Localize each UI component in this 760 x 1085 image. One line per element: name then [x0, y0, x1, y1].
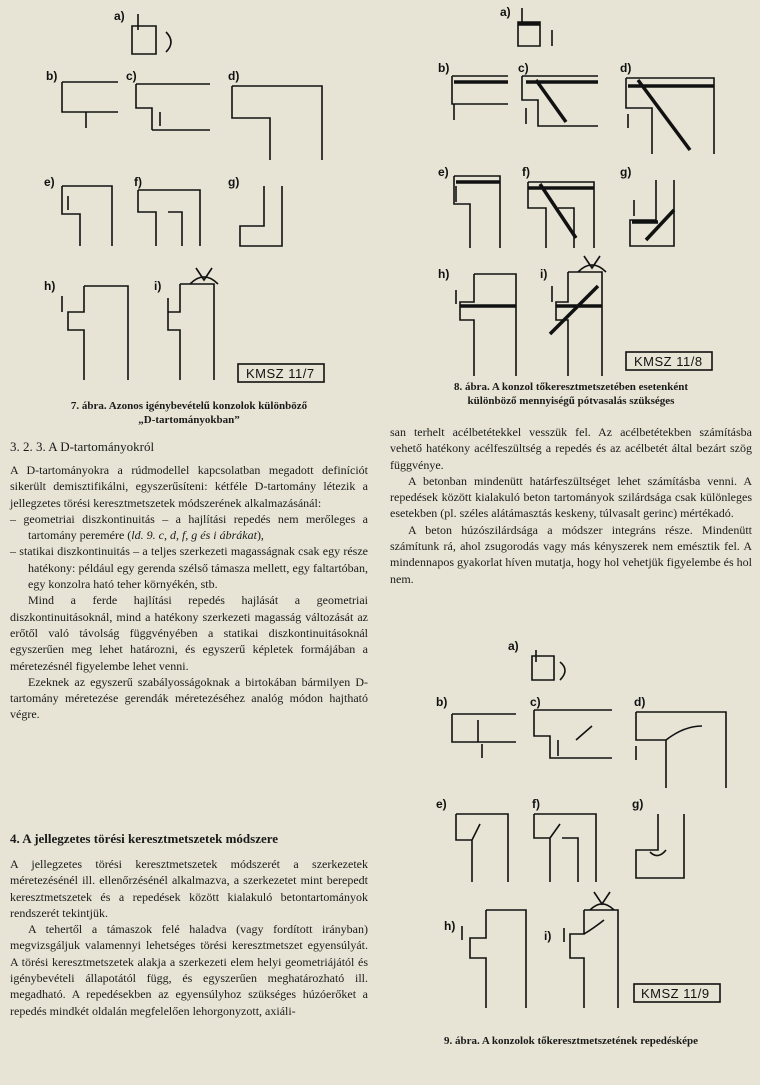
- fig9-part-e: [456, 814, 508, 882]
- fig7-part-b: [62, 82, 118, 128]
- left-paragraph-4: A jellegzetes törési keresztmetszetek módszerét a szerkezetek méretezésénél ill. ellenőrzésénél alkalmazva, a szerkezetet mint berepedt keresztmetszetek és a repedések között kialakuló betontartományok rendszerét tekintjük.: [10, 857, 368, 920]
- fig9-part-h: [462, 910, 526, 1008]
- fig9-label-d: d): [634, 695, 646, 709]
- fig9-part-c: [534, 710, 612, 758]
- fig8-stamp-text: KMSZ 11/8: [634, 354, 703, 369]
- fig7-label-g: g): [228, 175, 240, 189]
- fig7-part-d: [232, 86, 322, 160]
- fig8-part-h: [456, 274, 516, 376]
- right-text-block: [390, 424, 752, 587]
- fig8-label-f: f): [522, 165, 530, 179]
- figure-8-caption-line1: 8. ábra. A konzol tőkeresztmetszetében esetenként: [453, 381, 689, 393]
- left-text-block-1: [10, 462, 368, 723]
- fig7-part-f: [138, 190, 200, 246]
- figure-reference: ld. 9. c, d, f, g és i ábrákat: [131, 528, 257, 543]
- section-323-heading: 3. 2. 3. A D-tartományokról: [10, 439, 155, 454]
- figure-7-drawing: [0, 0, 378, 390]
- fig7-stamp-text: KMSZ 11/7: [246, 366, 315, 381]
- section-4-heading: 4. A jellegzetes törési keresztmetszetek módszere: [10, 831, 279, 846]
- fig7-part-a: [132, 14, 171, 54]
- figure-9-drawing: [390, 628, 760, 1008]
- fig7-label-b: b): [46, 69, 58, 83]
- figure-7-caption-line1: 7. ábra. Azonos igénybevételű konzolok különböző: [70, 400, 308, 412]
- fig9-part-g: [636, 814, 684, 878]
- fig8-label-d: d): [620, 61, 632, 75]
- fig7-label-a: a): [114, 9, 125, 23]
- fig7-label-c: c): [126, 69, 137, 83]
- fig7-part-i: [168, 268, 218, 380]
- left-column: [0, 0, 378, 1085]
- left-paragraph-2: Mind a ferde hajlítási repedés hajlását a geometriai diszkontinuitásoknál, mind a hatékony szerkezeti magasság változását az erőtől való távolság függvényében a statikai diszkontinuitásoknál egyszerűen meg lehet határozni, és egyszerű képletek formájában a méretezésnél figyelembe lehet venni.: [10, 593, 368, 673]
- fig8-part-e: [454, 176, 500, 248]
- fig9-part-f: [534, 814, 596, 882]
- fig7-stamp: [238, 364, 324, 382]
- list-item-static: – statikai diszkontinuitás – a teljes szerkezeti magasságnak csak egy része hatékony: például egy gerenda szélső támasza mellett, egy faltartóban, egy konzolra ható teher környékén, stb.: [10, 544, 368, 592]
- left-paragraph-5: A tehertől a támaszok felé haladva (vagy fordított irányban) megvizsgáljuk valamennyi lehetséges törési keresztmetszet egyensúlyát. A törési keresztmetszetek alakja a szerkezeti elem helyi geometriájától és igénybevételi állapotától függ, és egyszerűen meghatározható ill. megadható. A repedésekben az egyensúlyhoz szükséges húzóerőket a repedés mindkét oldalán megfelelően lehorgonyzott, axiáli-: [10, 922, 368, 1018]
- figure-8-caption: [390, 380, 752, 408]
- left-paragraph-1: A D-tartományokra a rúdmodellel kapcsolatban megadott definíciót sikerült demisztifikálni, egyszerűsíteni: kétféle D-tartomány létezik a jellegzetes törési keresztmetszetek módszerének alkalmazásánál:: [10, 463, 368, 510]
- fig8-label-e: e): [438, 165, 449, 179]
- fig8-part-i: [552, 256, 606, 376]
- fig8-label-b: b): [438, 61, 450, 75]
- fig9-part-d: [636, 712, 726, 788]
- fig8-label-c: c): [518, 61, 529, 75]
- fig7-part-c: [136, 84, 210, 130]
- fig9-label-i: i): [544, 929, 552, 943]
- fig7-label-e: e): [44, 175, 55, 189]
- fig7-label-f: f): [134, 175, 142, 189]
- fig9-label-c: c): [530, 695, 541, 709]
- fig9-label-a: a): [508, 639, 519, 653]
- fig9-label-f: f): [532, 797, 540, 811]
- fig7-label-i: i): [154, 279, 162, 293]
- fig7-part-e: [62, 186, 112, 246]
- fig9-label-h: h): [444, 919, 456, 933]
- fig7-part-g: [240, 186, 282, 246]
- list-item-geometric: – geometriai diszkontinuitás – a hajlítási repedés nem merőleges a tartomány peremére (ld. 9. c, d, f, g és i ábrákat),: [10, 511, 368, 543]
- fig9-stamp: [634, 984, 720, 1002]
- fig9-label-g: g): [632, 797, 644, 811]
- right-paragraph-2: A betonban mindenütt határfeszültséget lehet számításba venni. A repedések között kialakuló beton tartományok szilárdsága csak különleges esetekben (pl. széles alátámasztás keskeny, túlvasalt gerinc) mértékadó.: [390, 473, 752, 521]
- figure-9-caption: [390, 1034, 752, 1048]
- fig9-part-i: [564, 892, 618, 1008]
- fig8-label-a: a): [500, 5, 511, 19]
- fig9-part-b: [452, 714, 516, 758]
- fig7-label-d: d): [228, 69, 240, 83]
- fig8-label-i: i): [540, 267, 548, 281]
- fig8-part-d: [626, 78, 714, 154]
- fig9-stamp-text: KMSZ 11/9: [641, 986, 710, 1001]
- fig9-label-e: e): [436, 797, 447, 811]
- figure-7-caption-line2: „D-tartományokban”: [138, 414, 240, 426]
- left-paragraph-3: Ezeknek az egyszerű szabályosságoknak a birtokában bármilyen D-tartomány méretezése gerendák méretezéséhez analóg módon hajtható végre.: [10, 674, 368, 722]
- figure-9-caption-line1: 9. ábra. A konzolok tőkeresztmetszetének repedésképe: [443, 1035, 699, 1047]
- right-paragraph-3: A beton húzószilárdsága a módszer integráns része. Mindenütt számítunk rá, ahol zsugorodás vagy más kényszerek nem emésztik fel. A mindennapos gyakorlat híven mutatja, hogy hol vehetjük figyelembe és hol nem.: [390, 522, 752, 586]
- fig8-stamp: [626, 352, 712, 370]
- figure-8-caption-line2: különböző mennyiségű pótvasalás szükséges: [467, 395, 675, 407]
- left-text-block-2: [10, 856, 368, 1019]
- fig7-label-h: h): [44, 279, 56, 293]
- right-column: [390, 0, 760, 1085]
- figure-8-drawing: [390, 0, 760, 376]
- right-paragraph-1: san terhelt acélbetétekkel vesszük fel. Az acélbetétekben számításba vehető hatékony acélfeszültség a repedés és az acélbetét által bezárt szög függvénye.: [390, 425, 752, 472]
- fig9-part-a: [532, 650, 565, 680]
- figure-7-caption: [10, 399, 368, 427]
- fig9-label-b: b): [436, 695, 448, 709]
- fig8-label-h: h): [438, 267, 450, 281]
- fig7-part-h: [62, 286, 128, 380]
- fig8-part-a: [518, 8, 552, 46]
- fig8-label-g: g): [620, 165, 632, 179]
